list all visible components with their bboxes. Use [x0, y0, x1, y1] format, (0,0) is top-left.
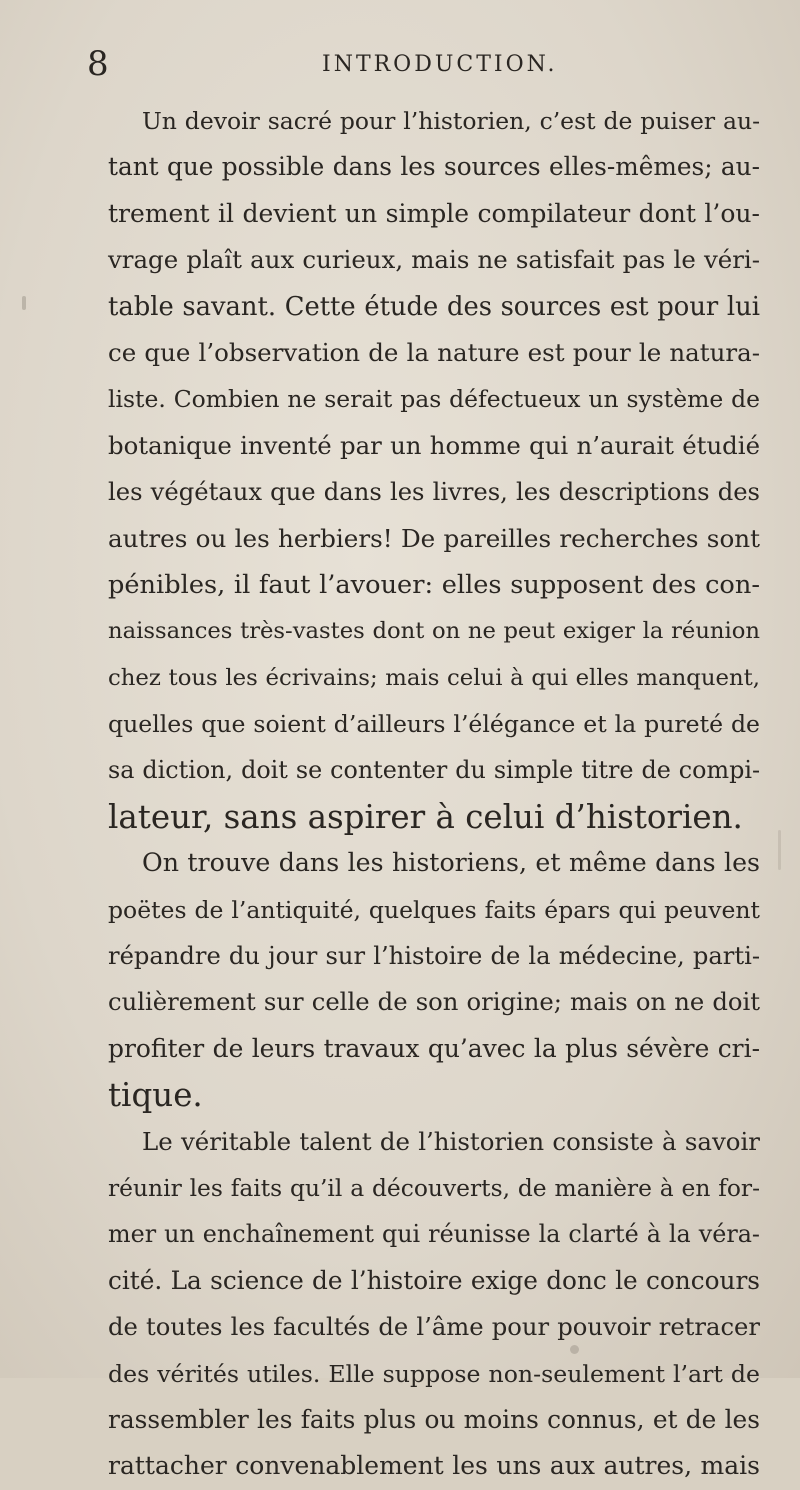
- text-line: chez tous les écrivains; mais celui à qui elles manquent,: [108, 664, 760, 691]
- text-line: mer un enchaînement qui réunisse la clarté à la véra-: [108, 1220, 760, 1249]
- text-line: culièrement sur celle de son origine; mais on ne doit: [108, 987, 760, 1017]
- text-line: les végétaux que dans les livres, les descriptions des: [108, 477, 760, 507]
- body-text: [108, 98, 760, 1490]
- text-line: lateur, sans aspirer à celui d’historien.: [108, 797, 743, 836]
- paper-spot: [22, 296, 26, 310]
- text-line: trement il devient un simple compilateur dont l’ou-: [108, 198, 760, 228]
- text-line: sa diction, doit se contenter du simple titre de compi-: [108, 756, 760, 785]
- page-number: 8: [87, 44, 109, 84]
- text-line: Un devoir sacré pour l’historien, c’est de puiser au-: [142, 107, 760, 135]
- text-line: autres ou les herbiers! De pareilles recherches sont: [108, 523, 760, 553]
- text-line: réunir les faits qu’il a découverts, de manière à en for-: [108, 1173, 760, 1202]
- text-line: naissances très-vastes dont on ne peut exiger la réunion: [108, 618, 760, 645]
- text-line: ce que l’observation de la nature est pour le natura-: [108, 337, 760, 367]
- text-line: tique.: [108, 1076, 203, 1115]
- text-line: table savant. Cette étude des sources est pour lui: [108, 291, 760, 322]
- text-line: rattacher convenablement les uns aux autres, mais: [108, 1451, 760, 1481]
- text-line: vrage plaît aux curieux, mais ne satisfait pas le véri-: [108, 245, 760, 275]
- text-line: de toutes les facultés de l’âme pour pouvoir retracer: [108, 1312, 760, 1342]
- text-line: liste. Combien ne serait pas défectueux un système de: [108, 385, 760, 414]
- paper-spot: [570, 1345, 579, 1354]
- text-line: poëtes de l’antiquité, quelques faits épars qui peuvent: [108, 895, 760, 924]
- text-line: Le véritable talent de l’historien consiste à savoir: [142, 1126, 760, 1156]
- page-header: [0, 44, 800, 84]
- text-line: botanique inventé par un homme qui n’aurait étudié: [108, 430, 760, 460]
- text-line: des vérités utiles. Elle suppose non-seulement l’art de: [108, 1359, 760, 1388]
- text-line: tant que possible dans les sources elles-mêmes; au-: [108, 152, 760, 182]
- text-line: profiter de leurs travaux qu’avec la plus sévère cri-: [108, 1033, 760, 1063]
- text-line: répandre du jour sur l’histoire de la médecine, parti-: [108, 942, 760, 971]
- paper-spot: [778, 830, 781, 870]
- text-line: On trouve dans les historiens, et même dans les: [142, 848, 760, 878]
- text-line: pénibles, il faut l’avouer: elles supposent des con-: [108, 569, 760, 600]
- text-line: rassembler les faits plus ou moins connus, et de les: [108, 1404, 760, 1434]
- running-title: INTRODUCTION.: [322, 52, 558, 77]
- text-line: quelles que soient d’ailleurs l’élégance et la pureté de: [108, 710, 760, 739]
- text-line: cité. La science de l’histoire exige donc le concours: [108, 1265, 760, 1295]
